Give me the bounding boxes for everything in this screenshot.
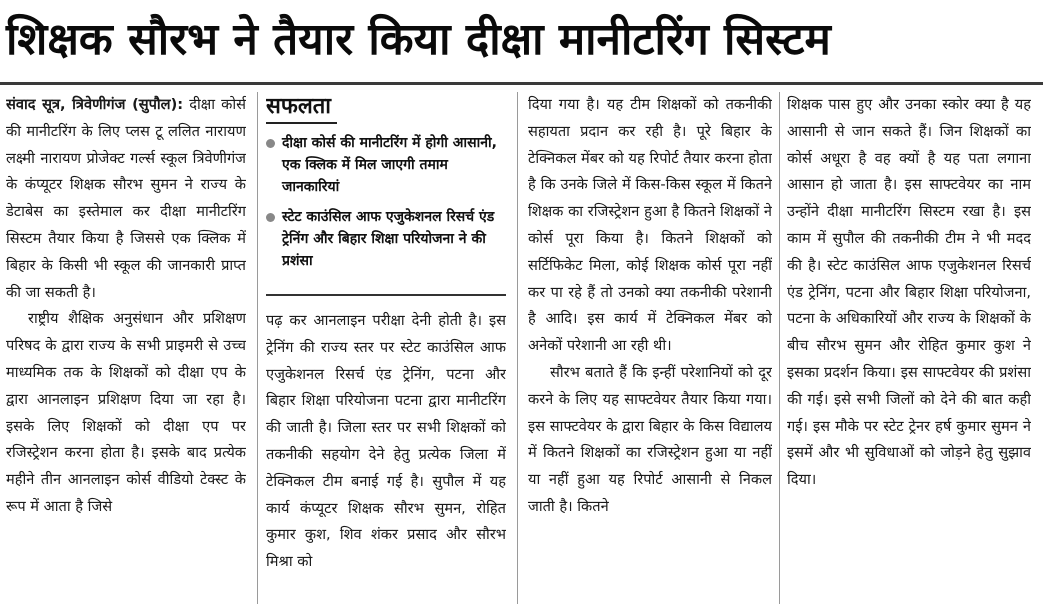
column-divider xyxy=(517,92,518,604)
column-divider xyxy=(257,92,258,604)
headline-divider xyxy=(0,82,1043,85)
article-column-4 xyxy=(787,92,1031,604)
highlight-point xyxy=(266,132,506,198)
article-paragraph: राष्ट्रीय शैक्षिक अनुसंधान और प्रशिक्षण परिषद के द्वारा राज्य के सभी प्राइमरी से उच्च माध्यमिक तक के शिक्षकों को दीक्षा एप के द्वारा आनलाइन प्रशिक्षण दिया जा रहा है। इसके लिए शिक्षकों को दीक्षा एप पर रजिस्ट्रेशन करना होता है। इसके बाद प्रत्येक महीने तीन आनलाइन कोर्स वीडियो टेक्स्ट के रूप में आता है जिसे xyxy=(6,310,246,515)
bullet-icon xyxy=(266,139,275,148)
bullet-icon xyxy=(266,213,275,222)
column-divider xyxy=(779,92,780,604)
article-paragraph: शिक्षक पास हुए और उनका स्कोर क्या है यह आसानी से जान सकते हैं। जिन शिक्षकों का कोर्स अधूरा है वह क्यों है यह पता लगाना आसान हो जाता है। इस साफ्टवेयर का नाम उन्होंने दीक्षा मानीटरिंग सिस्टम रखा है। इस काम में सुपौल की तकनीकी टीम ने भी मदद की है। स्टेट काउंसिल आफ एजुकेशनल रिसर्च एंड ट्रेनिंग, पटना और बिहार शिक्षा परियोजना, पटना के अधिकारियों और राज्य के शिक्षकों के बीच सौरभ सुमन और रोहित कुमार कुश ने इसका प्रदर्शन किया। इस साफ्टवेयर की प्रशंसा की गई। इसे सभी जिलों को देने की बात कही गई। इस मौके पर स्टेट ट्रेनर हर्ष कुमार सुमन ने इसमें और भी सुविधाओं को जोड़ने हेतु सुझाव दिया। xyxy=(787,96,1031,489)
article-column-3 xyxy=(528,92,772,604)
dateline: संवाद सूत्र, त्रिवेणीगंज (सुपौल): xyxy=(6,96,184,113)
article-paragraph: दिया गया है। यह टीम शिक्षकों को तकनीकी सहायता प्रदान कर रही है। पूरे बिहार के टेक्निकल मेंबर को यह रिपोर्ट तैयार करना होता है कि उनके जिले में किस-किस स्कूल में कितने शिक्षक का रजिस्ट्रेशन हुआ है कितने शिक्षकों ने कोर्स पूरा किया है। कितने शिक्षकों को सर्टिफिकेट मिला, कोई शिक्षक कोर्स पूरा नहीं कर पा रहे हैं तो उनको क्या तकनीकी परेशानी है आदि। इस कार्य में टेक्निकल मेंबर को अनेकों परेशानी आ रही थी। xyxy=(528,96,772,355)
highlights-box xyxy=(266,92,506,288)
article-column-2 xyxy=(266,308,506,604)
highlight-point xyxy=(266,206,506,272)
article-paragraph: सौरभ बताते हैं कि इन्हीं परेशानियों को दूर करने के लिए यह साफ्टवेयर तैयार किया गया। इस साफ्टवेयर के द्वारा बिहार के किस विद्यालय में कितने शिक्षकों का रजिस्ट्रेशन हुआ या नहीं या नहीं हुआ यह रिपोर्ट आसानी से निकल जाती है। कितने xyxy=(528,363,772,515)
highlight-text: स्टेट काउंसिल आफ एजुकेशनल रिसर्च एंड ट्रेनिंग और बिहार शिक्षा परियोजना ने की प्रशंसा xyxy=(282,209,495,269)
highlights-title: सफलता xyxy=(266,92,337,124)
article-paragraph: पढ़ कर आनलाइन परीक्षा देनी होती है। इस ट्रेनिंग की राज्य स्तर पर स्टेट काउंसिल आफ एजुकेशनल रिसर्च एंड ट्रेनिंग, पटना और बिहार शिक्षा परियोजना पटना द्वारा मानीटरिंग की जाती है। जिला स्तर पर सभी शिक्षकों को तकनीकी सहयोग देने हेतु प्रत्येक जिला में टेक्निकल टीम बनाई गई है। सुपौल में यह कार्य कंप्यूटर शिक्षक सौरभ सुमन, रोहित कुमार कुश, शिव शंकर प्रसाद और सौरभ मिश्रा को xyxy=(266,312,506,571)
paragraph-text: दीक्षा कोर्स की मानीटरिंग के लिए प्लस टू ललित नारायण लक्ष्मी नारायण प्रोजेक्ट गर्ल्स स्कूल त्रिवेणीगंज के कंप्यूटर शिक्षक सौरभ सुमन ने राज्य के डेटाबेस का इस्तेमाल कर दीक्षा मानीटरिंग सिस्टम तैयार किया है जिससे एक क्लिक में बिहार के किसी भी स्कूल की जानकारी प्राप्त की जा सकती है। xyxy=(6,96,246,301)
highlight-text: दीक्षा कोर्स की मानीटरिंग में होगी आसानी, एक क्लिक में मिल जाएगी तमाम जानकारियां xyxy=(282,135,497,195)
highlights-divider xyxy=(266,294,506,296)
article-column-1 xyxy=(6,92,246,604)
article-paragraph xyxy=(6,92,246,306)
headline: शिक्षक सौरभ ने तैयार किया दीक्षा मानीटरिंग सिस्टम xyxy=(6,14,831,65)
